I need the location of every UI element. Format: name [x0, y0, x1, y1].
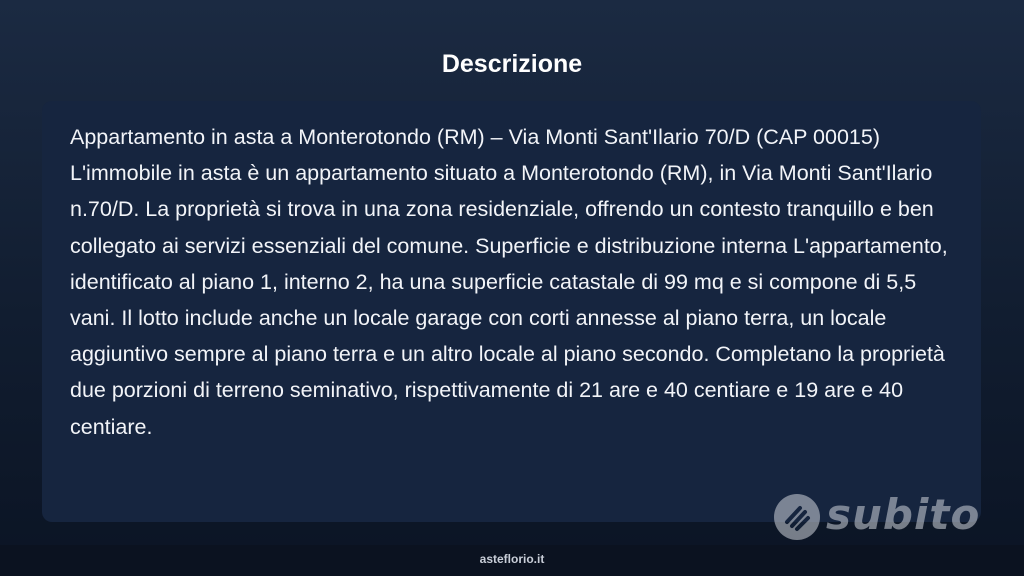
subito-watermark	[770, 488, 980, 546]
subito-logo-text: subito	[826, 490, 981, 539]
page-title: Descrizione	[441, 50, 583, 78]
description-card	[42, 101, 981, 522]
description-text: Appartamento in asta a Monterotondo (RM) – Via Monti Sant'Ilario 70/D (CAP 00015) L'immobile in asta è un appartamento situato a Monterotondo (RM), in Via Monti Sant'Ilario n.70/D. La proprietà si trova in una zona residenziale, offrendo un contesto tranquillo e ben collegato ai servizi essenziali del comune. Superficie e distribuzione interna L'appartamento, identificato al piano 1, interno 2, ha una superficie catastale di 99 mq e si compone di 5,5 vani. Il lotto include anche un locale garage con corti annesse al piano terra, un locale aggiuntivo sempre al piano terra e un altro locale al piano secondo. Completano la proprietà due porzioni di terreno seminativo, rispettivamente di 21 are e 40 centiare e 19 are e 40 centiare.	[70, 125, 948, 439]
footer-site-link[interactable]: asteflorio.it	[479, 552, 545, 566]
subito-logo-icon	[770, 488, 824, 542]
